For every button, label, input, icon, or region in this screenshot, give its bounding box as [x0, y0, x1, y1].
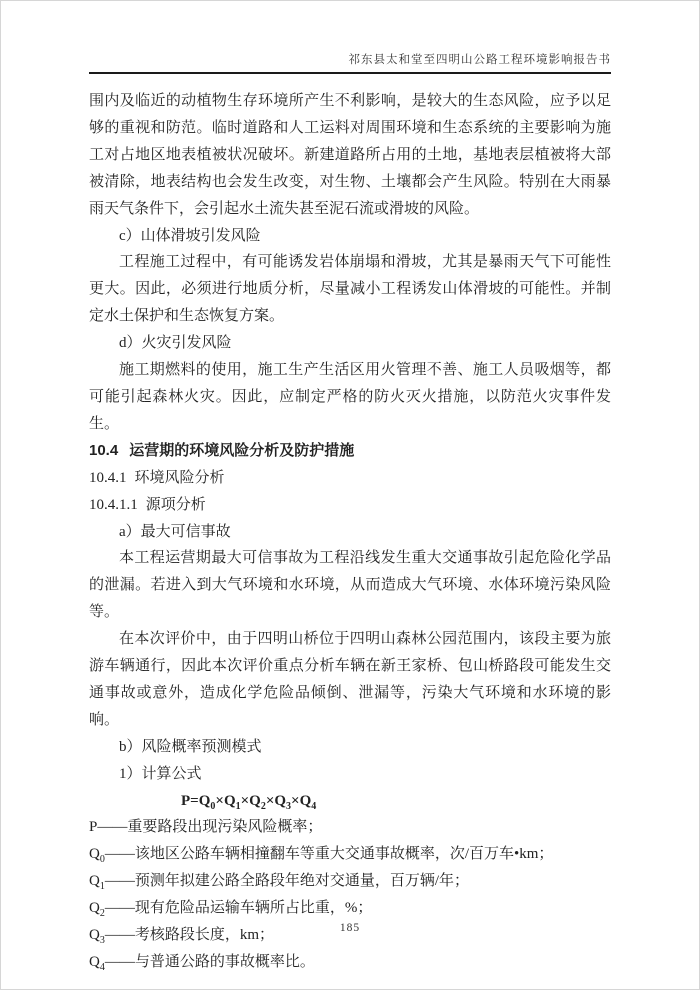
- heading-10-4-1-1-number: 10.4.1.1: [89, 496, 138, 513]
- formula-part: ×Q: [291, 792, 312, 809]
- definition-text: ——考核路段长度，km；: [104, 927, 275, 944]
- document-body: [89, 88, 611, 976]
- heading-10-4-1: [89, 465, 611, 492]
- heading-10-4-1-1-title: 源项分析: [145, 496, 206, 513]
- heading-10-4-number: 10.4: [89, 441, 119, 459]
- definition-P: [89, 814, 611, 841]
- definition-subscript: 0: [99, 854, 105, 866]
- heading-10-4-1-title: 环境风险分析: [134, 469, 225, 486]
- definition-symbol: Q: [89, 873, 100, 890]
- page-number: 185: [339, 922, 361, 934]
- paragraph-fire-risk: 施工期燃料的使用，施工生产生活区用火管理不善、施工人员吸烟等，都可能引起森林火灾。因此，应制定严格的防火灭火措施，以防范火灾事件发生。: [89, 362, 611, 432]
- heading-10-4-1-number: 10.4.1: [89, 469, 127, 486]
- paragraph-max-credible-accident: 本工程运营期最大可信事故为工程沿线发生重大交通事故引起危险化学品的泄漏。若进入到大气环境和水环境，从而造成大气环境、水体环境污染风险等。: [89, 550, 611, 621]
- paragraph-landslide-risk: 工程施工过程中，有可能诱发岩体崩塌和滑坡，尤其是暴雨天气下可能性更大。因此，必须进行地质分析，尽量减小工程诱发山体滑坡的可能性。并制定水土保护和生态恢复方案。: [89, 254, 611, 325]
- definition-subscript: 3: [99, 935, 105, 947]
- definition-symbol: Q: [89, 846, 100, 863]
- definition-text: ——现有危险品运输车辆所占比重，%；: [104, 900, 373, 917]
- formula-subscript: 3: [286, 800, 292, 812]
- definition-subscript: 4: [99, 962, 105, 973]
- definition-symbol: Q: [89, 900, 100, 917]
- definition-text: ——预测年拟建公路全路段年绝对交通量，百万辆/年；: [104, 873, 470, 890]
- formula-part: P=Q: [181, 792, 211, 809]
- heading-10-4-1-1: [89, 492, 611, 519]
- definition-symbol: P: [89, 819, 98, 836]
- running-head-text: 祁东县太和堂至四明山公路工程环境影响报告书: [348, 54, 611, 66]
- item-d-fire-risk-heading: d）火灾引发风险: [119, 335, 232, 352]
- formula-risk-probability: [89, 788, 611, 815]
- definition-subscript: 1: [99, 881, 105, 893]
- definition-subscript: 2: [99, 908, 105, 920]
- definition-symbol: Q: [89, 927, 100, 944]
- definition-Q0: [89, 841, 611, 868]
- formula-subscript: 2: [260, 800, 266, 812]
- paragraph-ecology-risk: 围内及临近的动植物生存环境所产生不利影响，是较大的生态风险，应予以足够的重视和防范。临时道路和人工运料对周围环境和生态系统的主要影响为施工对占地区地表植被状况破坏。新建道路所占用的土地，基地表层植被将大部被清除，地表结构也会发生改变，对生物、土壤都会产生风险。特别在大雨暴雨天气条件下，会引起水土流失甚至泥石流或滑坡的风险。: [89, 93, 611, 217]
- definition-Q2: [89, 895, 611, 922]
- formula-part: ×Q: [265, 792, 287, 809]
- item-1-calculation-formula: 1）计算公式: [119, 765, 202, 782]
- definition-text: ——该地区公路车辆相撞翻车等重大交通事故概率，次/百万车•km；: [104, 846, 554, 863]
- item-c-landslide-risk-heading: c）山体滑坡引发风险: [119, 227, 261, 244]
- definition-text: ——与普通公路的事故概率比。: [104, 954, 315, 970]
- definition-symbol: Q: [89, 954, 100, 970]
- definition-text: ——重要路段出现污染风险概率；: [97, 819, 323, 836]
- formula-subscript: 1: [235, 800, 241, 812]
- definition-Q1: [89, 868, 611, 895]
- formula-subscript: 4: [311, 800, 317, 812]
- heading-10-4-title: 运营期的环境风险分析及防护措施: [129, 441, 355, 459]
- item-a-max-credible-accident: a）最大可信事故: [119, 523, 231, 540]
- heading-10-4: [89, 438, 611, 465]
- formula-part: ×Q: [240, 792, 261, 809]
- page-header: [89, 51, 611, 74]
- item-b-risk-probability-model: b）风险概率预测模式: [119, 738, 262, 755]
- definition-Q4: [89, 949, 611, 976]
- formula-subscript: 0: [210, 800, 216, 812]
- formula-part: ×Q: [215, 792, 236, 809]
- paragraph-evaluation-focus: 在本次评价中，由于四明山桥位于四明山森林公园范围内，该段主要为旅游车辆通行，因此本次评价重点分析车辆在新王家桥、包山桥路段可能发生交通事故或意外，造成化学危险品倾倒、泄漏等，污染大气环境和水环境的影响。: [89, 631, 611, 728]
